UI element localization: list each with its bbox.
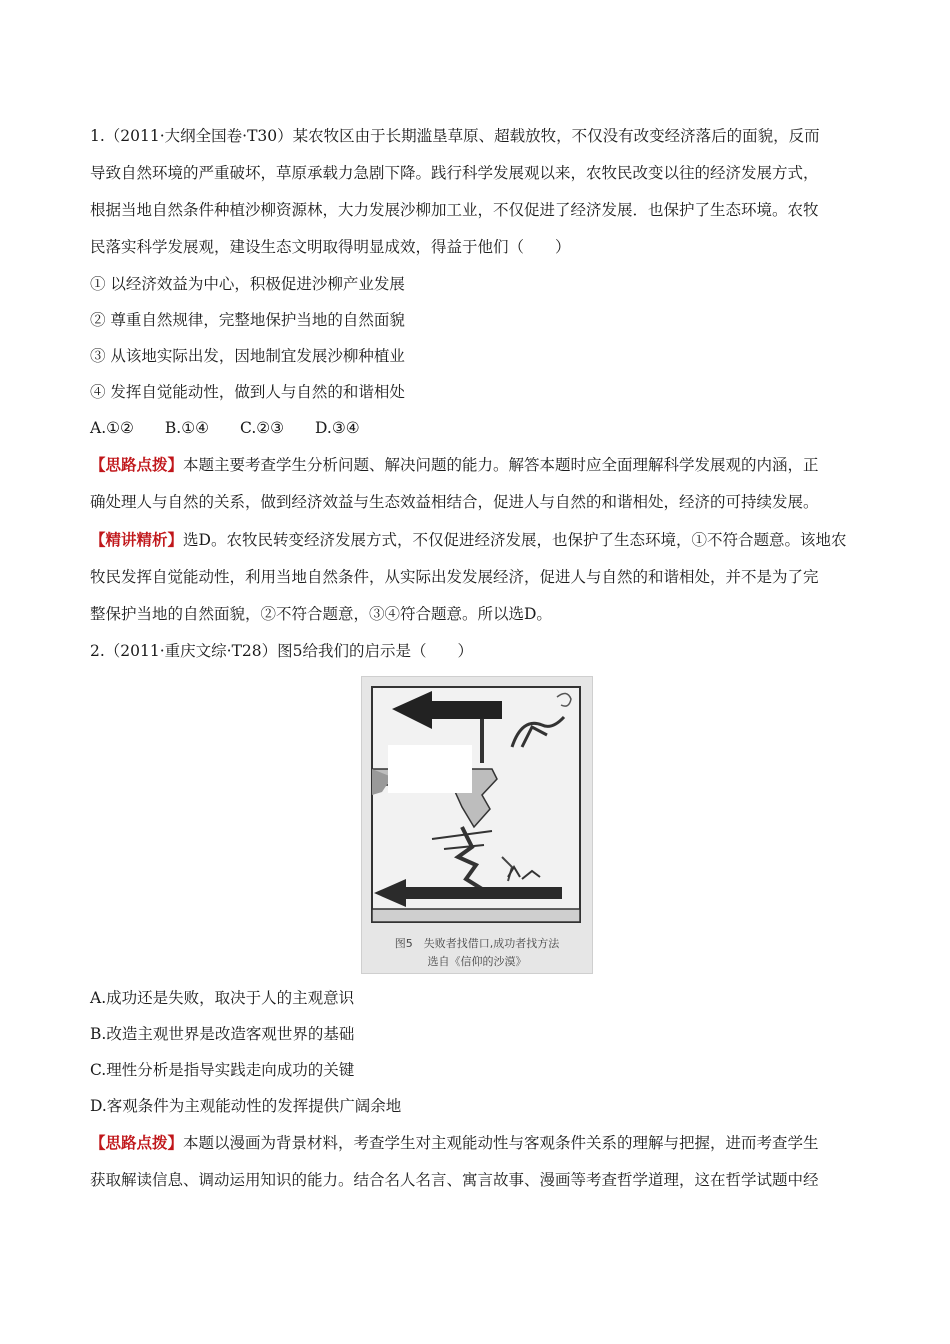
q1-hint-text: 本题主要考查学生分析问题、解决问题的能力。解答本题时应全面理解科学发展观的内涵，正 [183, 456, 819, 474]
q1-stem-line-1: 1.（2011·大纲全国卷·T30）某农牧区由于长期滥垦草原、超载放牧，不仅没有改变经济落后的面貌，反而 [90, 127, 820, 145]
q2-option-a: A.成功还是失败，取决于人的主观意识 [90, 989, 355, 1007]
q2-option-c: C.理性分析是指导实践走向成功的关键 [90, 1061, 355, 1079]
cartoon-figure [361, 676, 593, 974]
q1-stem-line-4: 民落实科学发展观，建设生态文明取得明显成效，得益于他们（ ） [90, 238, 571, 256]
figure-caption: 图5 失败者找借口,成功者找方法 [394, 937, 560, 950]
q2-option-d: D.客观条件为主观能动性的发挥提供广阔余地 [90, 1097, 402, 1115]
cartoon-illustration [362, 677, 592, 973]
q1-analysis-line-1 [90, 521, 865, 559]
q1-analysis-text: 选D。农牧民转变经济发展方式，不仅促进经济发展，也保护了生态环境，①不符合题意。该地农 [183, 531, 847, 549]
q1-option-4: ④ 发挥自觉能动性，做到人与自然的和谐相处 [90, 383, 405, 401]
figure-source: 选自《信仰的沙漠》 [427, 955, 527, 968]
q1-analysis-line-2: 牧民发挥自觉能动性，利用当地自然条件，从实际出发发展经济，促进人与自然的和谐相处，并不是为了完 [90, 568, 819, 586]
q1-analysis-line-3: 整保护当地的自然面貌，②不符合题意，③④符合题意。所以选D。 [90, 605, 552, 623]
q1-option-1: ① 以经济效益为中心，积极促进沙柳产业发展 [90, 275, 405, 293]
q1-stem-line-2: 导致自然环境的严重破坏，草原承载力急剧下降。践行科学发展观以来，农牧民改变以往的经济发展方式， [90, 164, 819, 182]
q1-option-2: ② 尊重自然规律，完整地保护当地的自然面貌 [90, 311, 405, 329]
analysis-tag: 【精讲精析】 [90, 530, 184, 549]
q2-hint-text: 本题以漫画为背景材料，考查学生对主观能动性与客观条件关系的理解与把握，进而考查学生 [183, 1134, 819, 1152]
q2-hint-line-1 [90, 1124, 865, 1162]
q1-choices: A.①② B.①④ C.②③ D.③④ [90, 419, 360, 437]
document-page [90, 118, 865, 1199]
hint-tag: 【思路点拨】 [90, 1133, 184, 1152]
hint-tag: 【思路点拨】 [90, 455, 184, 474]
redaction-box [388, 745, 472, 793]
q1-option-3: ③ 从该地实际出发，因地制宜发展沙柳种植业 [90, 347, 405, 365]
q2-stem: 2.（2011·重庆文综·T28）图5给我们的启示是（ ） [90, 642, 474, 660]
q1-hint-line-2: 确处理人与自然的关系，做到经济效益与生态效益相结合，促进人与自然的和谐相处，经济的可持续发展。 [90, 493, 819, 511]
q2-hint-line-2: 获取解读信息、调动运用知识的能力。结合名人名言、寓言故事、漫画等考查哲学道理，这在哲学试题中经 [90, 1171, 819, 1189]
q1-stem-line-3: 根据当地自然条件种植沙柳资源林，大力发展沙柳加工业，不仅促进了经济发展．也保护了生态环境。农牧 [90, 201, 819, 219]
q2-option-b: B.改造主观世界是改造客观世界的基础 [90, 1025, 355, 1043]
q1-hint-line-1 [90, 446, 865, 484]
